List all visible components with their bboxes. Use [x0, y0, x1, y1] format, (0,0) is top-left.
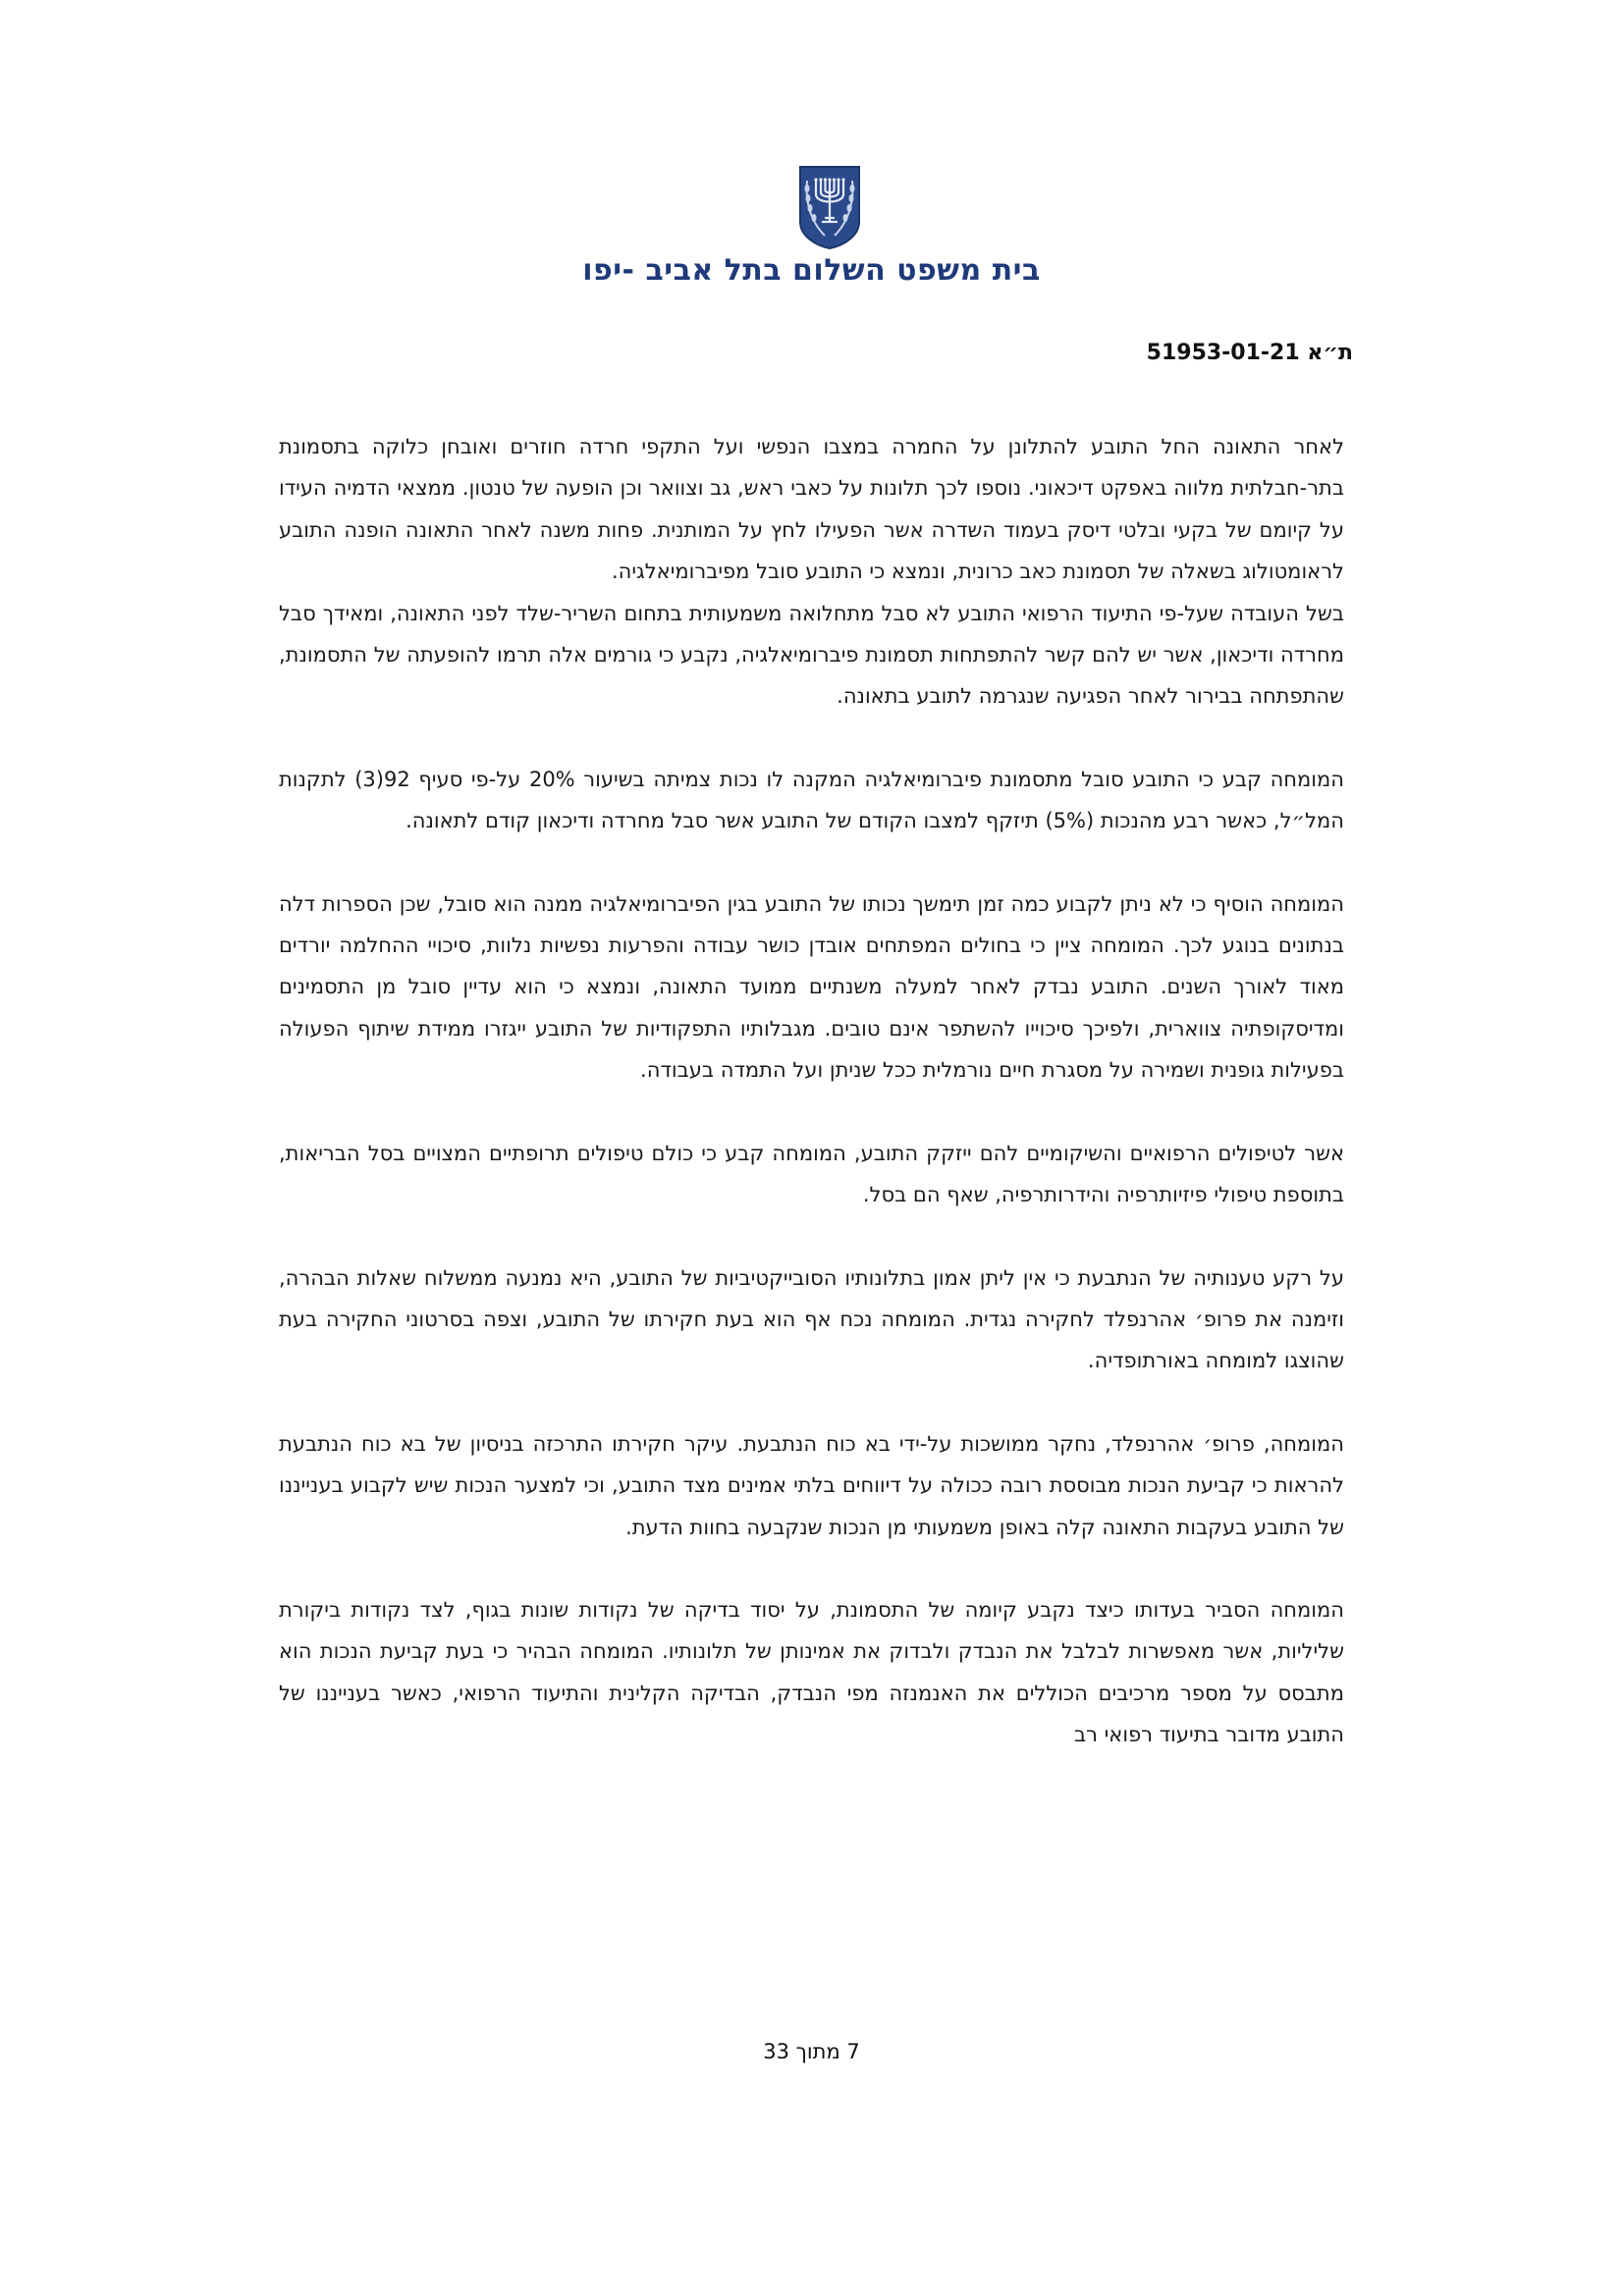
document-body — [279, 426, 1344, 1797]
case-number: ת״א 51953-01-21 — [1146, 341, 1353, 365]
page-number: 7 מתוך 33 — [763, 2040, 860, 2063]
paragraph-6: על רקע טענותיה של הנתבעת כי אין ליתן אמון בתלונותיו הסובייקטיביות של התובע, היא נמנעה ממשלוח שאלות הבהרה, וזימנה את פרופ׳ אהרנפלד לחקירה נגדית. המומחה נכח אף הוא בעת חקירתו של התובע, וצפה בסרטוני החקירה בעת שהוצגו למומחה באורתופדיה. — [279, 1265, 1344, 1373]
paragraph-3: המומחה קבע כי התובע סובל מתסמונת פיברומיאלגיה המקנה לו נכות צמיתה בשיעור 20% על-פי סעיף 92(3) לתקנות המל״ל, כאשר רבע מהנכות (5%) תיזקף למצבו הקודם של התובע אשר סבל מחרדה ודיכאון קודם לתאונה. — [279, 767, 1344, 833]
paragraph-7: המומחה, פרופ׳ אהרנפלד, נחקר ממושכות על-ידי בא כוח הנתבעת. עיקר חקירתו התרכזה בניסיון של בא כוח הנתבעת להראות כי קביעת הנכות מבוססת רובה ככולה על דיווחים בלתי אמינים מצד התובע, וכי למצער הנכות שיש לקבוע בענייננו של התובע בעקבות התאונה קלה באופן משמעותי מן הנכות שנקבעה בחוות הדעת. — [279, 1431, 1344, 1539]
menorah-emblem-icon — [797, 165, 862, 249]
court-name-heading: בית משפט השלום בתל אביב -יפו — [582, 253, 1041, 288]
paragraph-1: לאחר התאונה החל התובע להתלונן על החמרה במצבו הנפשי ועל התקפי חרדה חוזרים ואובחן כלוקה בתסמונת בתר-חבלתית מלווה באפקט דיכאוני. נוספו לכך תלונות על כאבי ראש, גב וצוואר וכן הופעה של טנטון. ממצאי הדמיה העידו על קיומם של בקעי ובלטי דיסק בעמוד השדרה אשר הפעילו לחץ על המותנית. פחות משנה לאחר התאונה הופנה התובע לראומטולוג בשאלה של תסמונת כאב כרונית, ונמצא כי התובע סובל מפיברומיאלגיה. — [279, 435, 1344, 584]
paragraph-2: בשל העובדה שעל-פי התיעוד הרפואי התובע לא סבל מתחלואה משמעותית בתחום השריר-שלד לפני התאונה, ומאידך סבל מחרדה ודיכאון, אשר יש להם קשר להתפתחות תסמונת פיברומיאלגיה, נקבע כי גורמים אלה תרמו להופעתה של התסמונת, שהתפתחה בבירור לאחר הפגיעה שנגרמה לתובע בתאונה. — [279, 601, 1344, 709]
paragraph-8: המומחה הסביר בעדותו כיצד נקבע קיומה של התסמונת, על יסוד בדיקה של נקודות שונות בגוף, לצד נקודות ביקורת שליליות, אשר מאפשרות לבלבל את הנבדק ולבדוק את אמינותן של תלונותיו. המומחה הבהיר כי בעת קביעת הנכות הוא מתבסס על מספר מרכיבים הכוללים את האנמנזה מפי הנבדק, הבדיקה הקלינית והתיעוד הרפואי, כאשר בענייננו של התובע מדובר בתיעוד רפואי רב — [279, 1597, 1344, 1747]
paragraph-5: אשר לטיפולים הרפואיים והשיקומיים להם ייזקק התובע, המומחה קבע כי כולם טיפולים תרופתיים המצויים בסל הבריאות, בתוספת טיפולי פיזיותרפיה והידרותרפיה, שאף הם בסל. — [279, 1141, 1344, 1207]
paragraph-4: המומחה הוסיף כי לא ניתן לקבוע כמה זמן תימשך נכותו של התובע בגין הפיברומיאלגיה ממנה הוא סובל, שכן הספרות דלה בנתונים בנוגע לכך. המומחה ציין כי בחולים המפתחים אובדן כושר עבודה והפרעות נפשיות נלוות, סיכויי ההחלמה יורדים מאוד לאורך השנים. התובע נבדק לאחר למעלה משנתיים ממועד התאונה, ונמצא כי הוא עדיין סובל מן התסמינים ומדיסקופתיה צווארית, ולפיכך סיכוייו להשתפר אינם טובים. מגבלותיו התפקודיות של התובע ייגזרו ממידת שיתוף הפעולה בפעילות גופנית ושמירה על מסגרת חיים נורמלית ככל שניתן ועל התמדה בעבודה. — [279, 891, 1344, 1083]
